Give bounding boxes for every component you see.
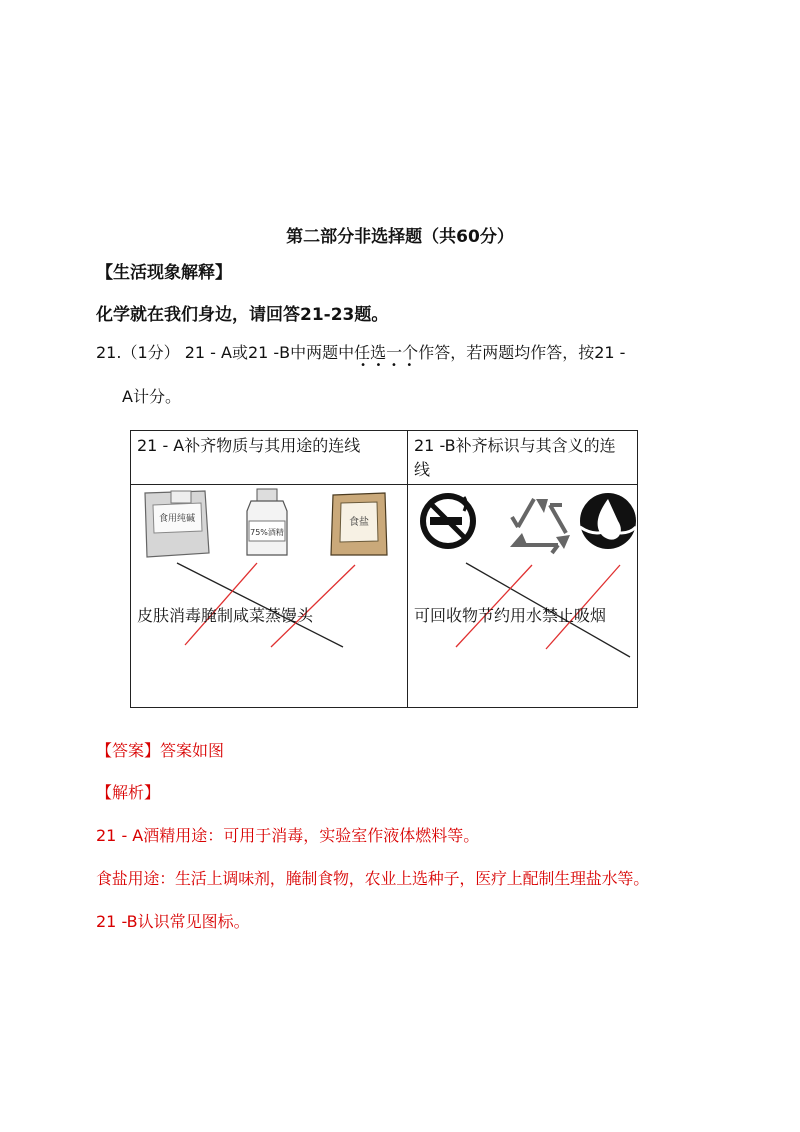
analysis-line-3: 21 -B认识常见图标。 [96,912,250,931]
header-b: 21 -B补齐标识与其含义的连线 [408,431,638,485]
uses-labels: 皮肤消毒腌制咸菜蒸馒头 [137,606,314,625]
page-title: 第二部分非选择题（共60分） [286,227,514,247]
question-suffix: 作答，若两题均作答，按21 - [418,343,626,362]
answer-label: 【答案】 [96,741,161,760]
answer-text: 答案如图 [160,741,225,760]
svg-text:75%酒精: 75%酒精 [250,528,284,537]
analysis-line-1: 21 - A酒精用途：可用于消毒，实验室作液体燃料等。 [96,826,480,845]
answer-line [96,738,224,761]
intro-text: 化学就在我们身边，请回答21-23题。 [96,305,389,325]
question-emphasis: 任选一个 • • • • [354,343,419,371]
analysis-line-2: 食盐用途：生活上调味剂，腌制食物，农业上选种子，医疗上配制生理盐水等。 [96,869,650,888]
header-a: 21 - A补齐物质与其用途的连线 [131,431,408,485]
analysis-label: 【解析】 [96,783,161,802]
question-line-2: A计分。 [122,387,181,406]
question-table [130,430,638,708]
cell-b [408,485,638,708]
answer-lines-b [408,485,650,707]
svg-text:食盐: 食盐 [349,517,369,528]
svg-text:食用纯碱: 食用纯碱 [158,514,196,524]
cell-a [131,485,408,708]
question-line-1 [96,340,626,371]
answer-lines-a [131,485,395,707]
meanings-labels: 可回收物节约用水禁止吸烟 [414,606,607,625]
section-heading: 【生活现象解释】 [96,263,232,283]
question-prefix: 21.（1分） 21 - A或21 -B中两题中 [96,343,355,362]
